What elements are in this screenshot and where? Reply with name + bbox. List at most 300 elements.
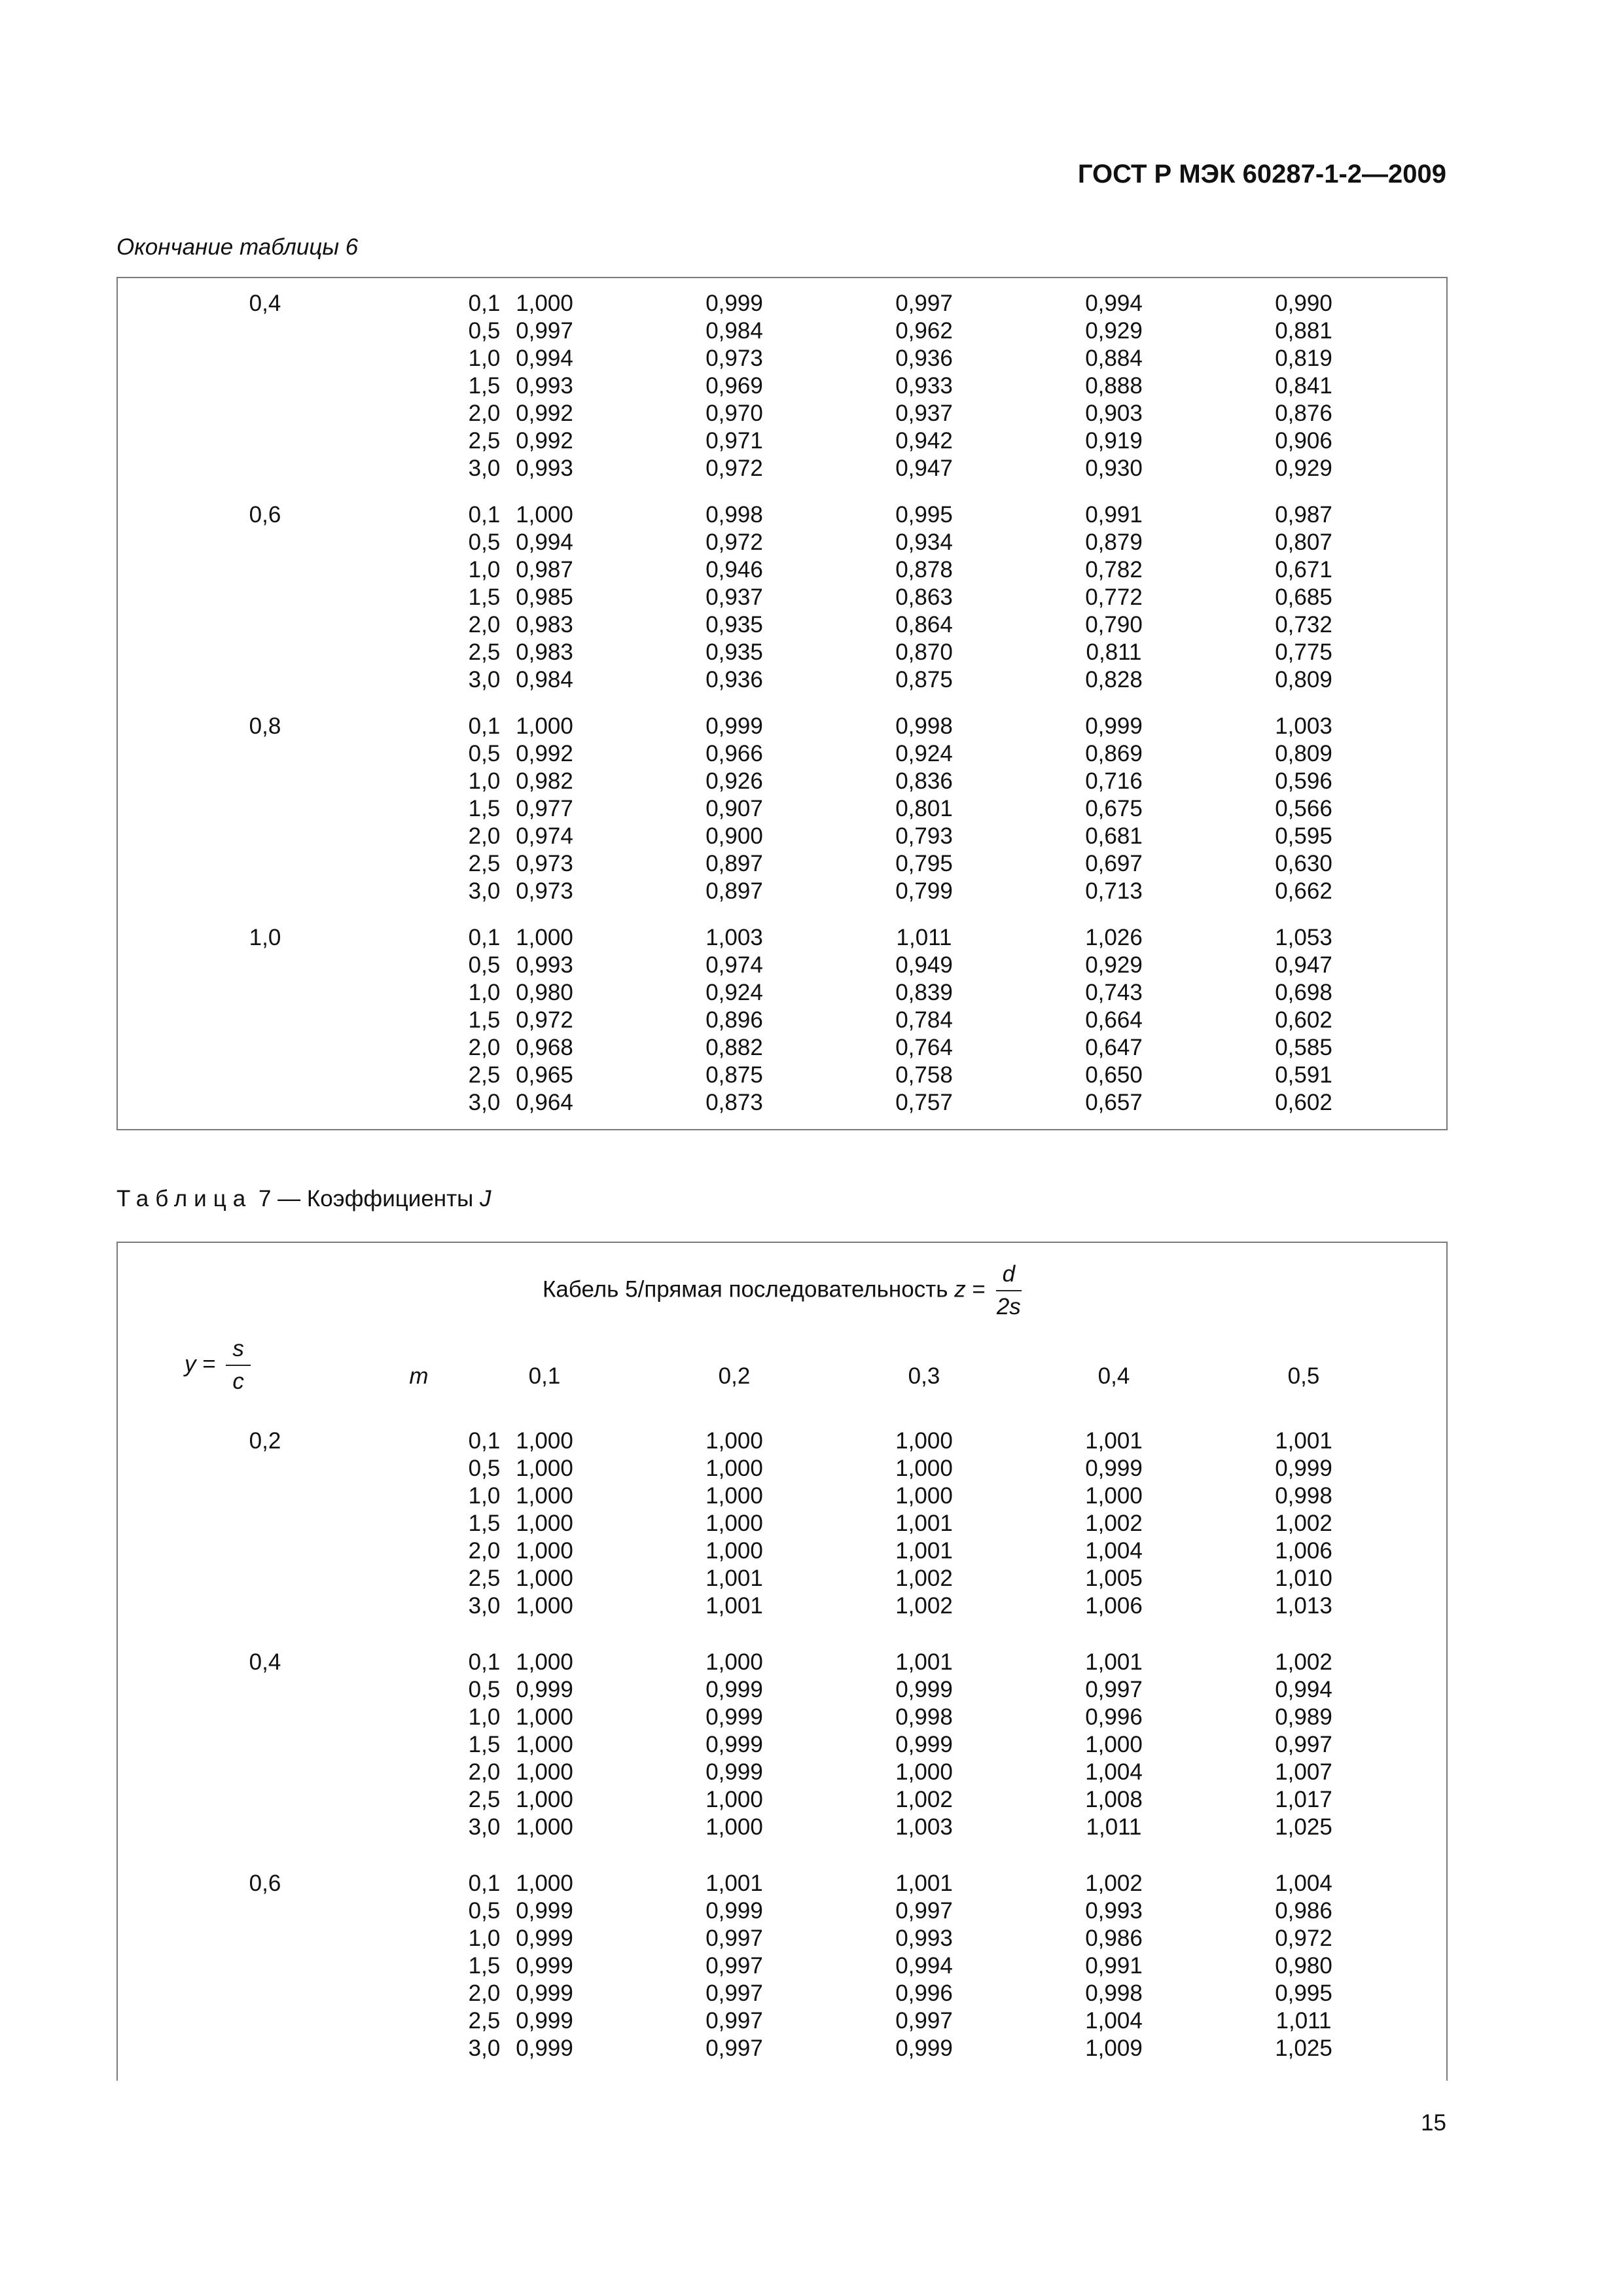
- table-cell: 0,929: [1275, 456, 1332, 481]
- table-cell: 1,001: [705, 1871, 763, 1896]
- table-cell: 1,017: [1275, 1787, 1332, 1812]
- table-cell: 0,996: [1085, 1704, 1143, 1730]
- table-cell: 0,662: [1275, 878, 1332, 904]
- table-cell: 0,878: [895, 557, 953, 583]
- table-cell: 0,999: [705, 713, 763, 739]
- table-cell: 0,974: [705, 952, 763, 978]
- table-cell: 0,897: [705, 851, 763, 876]
- table-cell: 1,000: [895, 1759, 953, 1785]
- table-cell: 0,657: [1085, 1090, 1143, 1115]
- table-cell: 0,993: [516, 456, 573, 481]
- m-value: 2,5: [468, 428, 501, 454]
- m-value: 2,0: [468, 1759, 501, 1785]
- table-cell: 0,972: [705, 456, 763, 481]
- table-cell: 0,907: [705, 796, 763, 821]
- table-cell: 1,003: [705, 925, 763, 950]
- y-value: 1,0: [249, 925, 281, 950]
- table-cell: 0,992: [516, 401, 573, 426]
- table-cell: 0,997: [705, 2008, 763, 2034]
- m-value: 2,5: [468, 1566, 501, 1591]
- table-cell: 0,968: [516, 1035, 573, 1060]
- m-value: 2,5: [468, 2008, 501, 2034]
- z-denominator: 2s: [996, 1294, 1021, 1319]
- table-cell: 1,011: [1275, 2008, 1332, 2034]
- table-cell: 0,986: [1085, 1926, 1143, 1951]
- table-cell: 0,896: [705, 1007, 763, 1033]
- table-cell: 0,799: [895, 878, 953, 904]
- m-header: m: [409, 1363, 429, 1389]
- table-cell: 1,053: [1275, 925, 1332, 950]
- column-header: 0,2: [718, 1363, 751, 1389]
- table-cell: 0,973: [705, 346, 763, 371]
- z-numerator: d: [996, 1261, 1022, 1291]
- table-cell: 0,930: [1085, 456, 1143, 481]
- y-header-eq: =: [196, 1351, 223, 1377]
- table-cell: 0,809: [1275, 667, 1332, 692]
- table-cell: 0,999: [705, 1677, 763, 1702]
- table-cell: 0,876: [1275, 401, 1332, 426]
- table-cell: 0,999: [705, 291, 763, 316]
- table-cell: 0,875: [705, 1062, 763, 1088]
- m-value: 3,0: [468, 878, 501, 904]
- table-cell: 0,993: [516, 952, 573, 978]
- table-cell: 0,992: [516, 428, 573, 454]
- table-cell: 1,000: [516, 1538, 573, 1564]
- table-cell: 1,001: [1275, 1428, 1332, 1454]
- table-cell: 0,997: [705, 1953, 763, 1979]
- table-cell: 0,989: [1275, 1704, 1332, 1730]
- m-value: 0,1: [468, 1649, 501, 1675]
- table-cell: 0,870: [895, 639, 953, 665]
- table-cell: 0,969: [705, 373, 763, 399]
- table-cell: 0,999: [516, 1898, 573, 1924]
- m-value: 3,0: [468, 456, 501, 481]
- table-cell: 1,002: [895, 1566, 953, 1591]
- table-cell: 0,977: [516, 796, 573, 821]
- table-cell: 0,935: [705, 612, 763, 637]
- table-cell: 0,964: [516, 1090, 573, 1115]
- table-cell: 1,011: [1086, 1814, 1142, 1840]
- table-cell: 0,999: [516, 1677, 573, 1702]
- table-cell: 0,942: [895, 428, 953, 454]
- table-cell: 1,001: [895, 1538, 953, 1564]
- table-cell: 1,001: [1085, 1649, 1143, 1675]
- m-value: 3,0: [468, 1593, 501, 1619]
- m-value: 0,5: [468, 1456, 501, 1481]
- m-value: 0,5: [468, 741, 501, 766]
- table-cell: 1,004: [1085, 1759, 1143, 1785]
- table-cell: 0,972: [705, 529, 763, 555]
- table-cell: 0,935: [705, 639, 763, 665]
- table-cell: 0,650: [1085, 1062, 1143, 1088]
- table-cell: 0,801: [895, 796, 953, 821]
- table-cell: 0,811: [1086, 639, 1142, 665]
- table-cell: 0,998: [895, 1704, 953, 1730]
- table-cell: 1,000: [516, 1649, 573, 1675]
- table-cell: 0,994: [516, 529, 573, 555]
- m-value: 3,0: [468, 2036, 501, 2061]
- table-cell: 0,998: [895, 713, 953, 739]
- table-cell: 0,585: [1275, 1035, 1332, 1060]
- table-cell: 1,013: [1275, 1593, 1332, 1619]
- table-cell: 0,841: [1275, 373, 1332, 399]
- table-cell: 0,997: [895, 291, 953, 316]
- table-cell: 0,997: [705, 1926, 763, 1951]
- table-cell: 0,698: [1275, 980, 1332, 1005]
- table-cell: 0,980: [516, 980, 573, 1005]
- table-cell: 0,970: [705, 401, 763, 426]
- table-cell: 0,882: [705, 1035, 763, 1060]
- table-cell: 1,000: [1085, 1732, 1143, 1757]
- table-cell: 1,000: [705, 1814, 763, 1840]
- table-cell: 1,001: [895, 1649, 953, 1675]
- table-cell: 0,819: [1275, 346, 1332, 371]
- table-cell: 0,596: [1275, 768, 1332, 794]
- m-value: 1,0: [468, 346, 501, 371]
- y-value: 0,4: [249, 1649, 281, 1675]
- table7-caption-rest: — Коэффициенты: [271, 1186, 480, 1211]
- table-cell: 0,994: [516, 346, 573, 371]
- table-cell: 1,001: [895, 1511, 953, 1536]
- column-header: 0,4: [1097, 1363, 1130, 1389]
- table-cell: 0,999: [895, 1732, 953, 1757]
- table-cell: 0,929: [1085, 952, 1143, 978]
- table-cell: 0,884: [1085, 346, 1143, 371]
- m-value: 1,5: [468, 1732, 501, 1757]
- table-cell: 0,997: [1085, 1677, 1143, 1702]
- table-cell: 0,966: [705, 741, 763, 766]
- table-cell: 0,994: [1275, 1677, 1332, 1702]
- table-cell: 0,965: [516, 1062, 573, 1088]
- table-cell: 1,004: [1085, 2008, 1143, 2034]
- m-value: 0,5: [468, 318, 501, 344]
- table-cell: 0,990: [1275, 291, 1332, 316]
- table-cell: 0,986: [1275, 1898, 1332, 1924]
- table-cell: 0,863: [895, 584, 953, 610]
- m-value: 1,5: [468, 1953, 501, 1979]
- table-cell: 0,716: [1085, 768, 1143, 794]
- table-cell: 0,926: [705, 768, 763, 794]
- table-cell: 0,984: [705, 318, 763, 344]
- table-cell: 0,936: [705, 667, 763, 692]
- table-cell: 0,764: [895, 1035, 953, 1060]
- table-cell: 0,997: [516, 318, 573, 344]
- table-cell: 1,000: [516, 1456, 573, 1481]
- table-cell: 0,947: [1275, 952, 1332, 978]
- table-cell: 0,809: [1275, 741, 1332, 766]
- table-cell: 0,972: [516, 1007, 573, 1033]
- table-cell: 1,000: [516, 502, 573, 528]
- table-cell: 1,000: [705, 1649, 763, 1675]
- m-value: 1,5: [468, 1511, 501, 1536]
- y-numerator: s: [226, 1336, 251, 1366]
- y-header-label: y: [185, 1351, 196, 1377]
- m-value: 0,5: [468, 1677, 501, 1702]
- table-cell: 0,758: [895, 1062, 953, 1088]
- table-cell: 0,807: [1275, 529, 1332, 555]
- table-cell: 0,864: [895, 612, 953, 637]
- m-value: 0,1: [468, 1428, 501, 1454]
- table-cell: 0,999: [705, 1704, 763, 1730]
- table-cell: 1,002: [1275, 1511, 1332, 1536]
- m-value: 1,5: [468, 1007, 501, 1033]
- table-cell: 0,937: [895, 401, 953, 426]
- table-cell: 0,900: [705, 823, 763, 849]
- page-number: 15: [1421, 2110, 1446, 2136]
- table-cell: 0,985: [516, 584, 573, 610]
- table-cell: 0,999: [1085, 713, 1143, 739]
- m-value: 2,5: [468, 1062, 501, 1088]
- y-header: [185, 1336, 251, 1395]
- table-cell: 0,795: [895, 851, 953, 876]
- table-cell: 1,005: [1085, 1566, 1143, 1591]
- table-cell: 0,993: [895, 1926, 953, 1951]
- table-cell: 1,001: [705, 1566, 763, 1591]
- table7-title: [118, 1261, 1446, 1320]
- table-cell: 0,869: [1085, 741, 1143, 766]
- table-cell: 0,962: [895, 318, 953, 344]
- table6: [116, 277, 1448, 1130]
- table-cell: 1,000: [516, 1593, 573, 1619]
- table-cell: 1,001: [705, 1593, 763, 1619]
- table-cell: 0,991: [1085, 1953, 1143, 1979]
- table-cell: 1,000: [1085, 1483, 1143, 1509]
- m-value: 0,1: [468, 291, 501, 316]
- table7-title-text: Кабель 5/прямая последовательность: [542, 1276, 955, 1302]
- table-cell: 1,006: [1275, 1538, 1332, 1564]
- table-cell: 0,881: [1275, 318, 1332, 344]
- m-value: 2,0: [468, 612, 501, 637]
- column-header: 0,3: [908, 1363, 940, 1389]
- m-value: 2,5: [468, 639, 501, 665]
- table-cell: 0,591: [1275, 1062, 1332, 1088]
- table-cell: 0,999: [1085, 1456, 1143, 1481]
- table-cell: 0,566: [1275, 796, 1332, 821]
- table-cell: 0,982: [516, 768, 573, 794]
- table-cell: 1,000: [516, 1704, 573, 1730]
- table-cell: 1,000: [705, 1511, 763, 1536]
- m-value: 1,0: [468, 980, 501, 1005]
- table-cell: 1,000: [705, 1428, 763, 1454]
- table-cell: 0,949: [895, 952, 953, 978]
- m-value: 0,1: [468, 1871, 501, 1896]
- table-cell: 1,000: [516, 1759, 573, 1785]
- table-cell: 1,000: [516, 1483, 573, 1509]
- table-cell: 0,675: [1085, 796, 1143, 821]
- y-fraction: [226, 1336, 251, 1395]
- table-cell: 0,924: [895, 741, 953, 766]
- table-cell: 0,630: [1275, 851, 1332, 876]
- table6-caption: Окончание таблицы 6: [116, 234, 359, 260]
- table-cell: 1,000: [705, 1538, 763, 1564]
- table-cell: 1,026: [1085, 925, 1143, 950]
- table-cell: 0,999: [516, 2036, 573, 2061]
- table-cell: 0,782: [1085, 557, 1143, 583]
- table-cell: 0,828: [1085, 667, 1143, 692]
- table-cell: 1,000: [516, 1814, 573, 1840]
- table-cell: 0,997: [1275, 1732, 1332, 1757]
- table-cell: 0,671: [1275, 557, 1332, 583]
- table-cell: 1,001: [1085, 1428, 1143, 1454]
- table-cell: 1,011: [896, 925, 952, 950]
- table-cell: 0,602: [1275, 1090, 1332, 1115]
- table-cell: 0,973: [516, 878, 573, 904]
- table-cell: 0,987: [1275, 502, 1332, 528]
- table-cell: 0,839: [895, 980, 953, 1005]
- table-cell: 0,784: [895, 1007, 953, 1033]
- table-cell: 1,003: [1275, 713, 1332, 739]
- table-cell: 0,999: [516, 1981, 573, 2006]
- table-cell: 1,003: [895, 1814, 953, 1840]
- table-cell: 1,000: [705, 1787, 763, 1812]
- table-cell: 0,993: [516, 373, 573, 399]
- table-cell: 1,025: [1275, 2036, 1332, 2061]
- table-cell: 0,993: [1085, 1898, 1143, 1924]
- m-value: 2,0: [468, 1981, 501, 2006]
- m-value: 2,0: [468, 1538, 501, 1564]
- m-value: 0,1: [468, 502, 501, 528]
- table-cell: 0,999: [516, 1953, 573, 1979]
- table-cell: 0,924: [705, 980, 763, 1005]
- m-value: 2,0: [468, 401, 501, 426]
- table-cell: 1,000: [895, 1428, 953, 1454]
- m-value: 1,0: [468, 1483, 501, 1509]
- table-cell: 0,992: [516, 741, 573, 766]
- table-cell: 0,793: [895, 823, 953, 849]
- table7-caption-label: Таблица: [116, 1186, 253, 1211]
- table-cell: 1,002: [1085, 1871, 1143, 1896]
- table-cell: 0,973: [516, 851, 573, 876]
- m-value: 1,0: [468, 1926, 501, 1951]
- y-value: 0,6: [249, 502, 281, 528]
- m-value: 2,0: [468, 1035, 501, 1060]
- table7-title-eq: =: [965, 1276, 992, 1302]
- table-cell: 0,929: [1085, 318, 1143, 344]
- table-cell: 0,873: [705, 1090, 763, 1115]
- table-cell: 0,897: [705, 878, 763, 904]
- m-value: 2,5: [468, 1787, 501, 1812]
- m-value: 3,0: [468, 667, 501, 692]
- table-cell: 0,903: [1085, 401, 1143, 426]
- m-value: 1,0: [468, 768, 501, 794]
- table-cell: 0,997: [705, 1981, 763, 2006]
- table-cell: 1,000: [895, 1456, 953, 1481]
- table-cell: 0,937: [705, 584, 763, 610]
- table-cell: 0,775: [1275, 639, 1332, 665]
- table-cell: 1,007: [1275, 1759, 1332, 1785]
- table-cell: 1,000: [705, 1483, 763, 1509]
- m-value: 1,5: [468, 373, 501, 399]
- table-cell: 0,906: [1275, 428, 1332, 454]
- table-cell: 1,010: [1275, 1566, 1332, 1591]
- table-cell: 0,987: [516, 557, 573, 583]
- table-cell: 0,875: [895, 667, 953, 692]
- table-cell: 1,000: [516, 1787, 573, 1812]
- m-value: 2,5: [468, 851, 501, 876]
- table-cell: 1,004: [1275, 1871, 1332, 1896]
- table-cell: 1,008: [1085, 1787, 1143, 1812]
- table-cell: 1,002: [895, 1593, 953, 1619]
- table-cell: 1,000: [516, 713, 573, 739]
- table-cell: 0,998: [705, 502, 763, 528]
- table-cell: 0,994: [1085, 291, 1143, 316]
- table-cell: 1,000: [516, 1732, 573, 1757]
- table-cell: 0,602: [1275, 1007, 1332, 1033]
- table-cell: 0,998: [1275, 1483, 1332, 1509]
- m-value: 1,5: [468, 584, 501, 610]
- table-cell: 1,002: [1085, 1511, 1143, 1536]
- table-cell: 0,999: [705, 1759, 763, 1785]
- table-cell: 0,685: [1275, 584, 1332, 610]
- table-cell: 0,999: [895, 1677, 953, 1702]
- table-cell: 0,998: [1085, 1981, 1143, 2006]
- table-cell: 0,772: [1085, 584, 1143, 610]
- table-cell: 0,984: [516, 667, 573, 692]
- column-header: 0,1: [528, 1363, 561, 1389]
- table-cell: 0,919: [1085, 428, 1143, 454]
- table-cell: 0,999: [1275, 1456, 1332, 1481]
- table-cell: 1,006: [1085, 1593, 1143, 1619]
- z-fraction: [996, 1261, 1022, 1320]
- table-cell: 0,980: [1275, 1953, 1332, 1979]
- table7: [116, 1242, 1448, 2081]
- table-cell: 1,001: [895, 1871, 953, 1896]
- table-cell: 0,713: [1085, 878, 1143, 904]
- m-value: 0,5: [468, 529, 501, 555]
- table-cell: 0,972: [1275, 1926, 1332, 1951]
- table-cell: 0,974: [516, 823, 573, 849]
- table-cell: 0,664: [1085, 1007, 1143, 1033]
- table-cell: 1,000: [516, 1428, 573, 1454]
- table-cell: 0,996: [895, 1981, 953, 2006]
- m-value: 2,0: [468, 823, 501, 849]
- table-cell: 0,933: [895, 373, 953, 399]
- table-cell: 1,000: [516, 1871, 573, 1896]
- table-cell: 1,009: [1085, 2036, 1143, 2061]
- table-cell: 0,999: [895, 2036, 953, 2061]
- table-cell: 0,983: [516, 639, 573, 665]
- y-value: 0,2: [249, 1428, 281, 1454]
- table-cell: 0,999: [516, 1926, 573, 1951]
- table-cell: 0,999: [705, 1898, 763, 1924]
- table-cell: 0,994: [895, 1953, 953, 1979]
- table-cell: 0,983: [516, 612, 573, 637]
- table-cell: 1,000: [516, 925, 573, 950]
- table-cell: 0,595: [1275, 823, 1332, 849]
- table7-caption: [116, 1186, 491, 1212]
- table-cell: 0,647: [1085, 1035, 1143, 1060]
- y-value: 0,6: [249, 1871, 281, 1896]
- table-cell: 1,000: [895, 1483, 953, 1509]
- m-value: 0,5: [468, 1898, 501, 1924]
- y-denominator: c: [232, 1369, 244, 1394]
- table-cell: 0,946: [705, 557, 763, 583]
- table-cell: 0,997: [895, 1898, 953, 1924]
- table-cell: 0,757: [895, 1090, 953, 1115]
- table-cell: 0,836: [895, 768, 953, 794]
- table7-caption-number: 7: [258, 1186, 272, 1211]
- page-header: ГОСТ Р МЭК 60287-1-2—2009: [1077, 160, 1446, 188]
- table-cell: 0,732: [1275, 612, 1332, 637]
- table-cell: 1,000: [516, 1566, 573, 1591]
- table-cell: 1,000: [516, 291, 573, 316]
- table-cell: 0,991: [1085, 502, 1143, 528]
- m-value: 3,0: [468, 1090, 501, 1115]
- table-cell: 1,000: [705, 1456, 763, 1481]
- table-cell: 0,888: [1085, 373, 1143, 399]
- table-cell: 0,936: [895, 346, 953, 371]
- table-cell: 1,025: [1275, 1814, 1332, 1840]
